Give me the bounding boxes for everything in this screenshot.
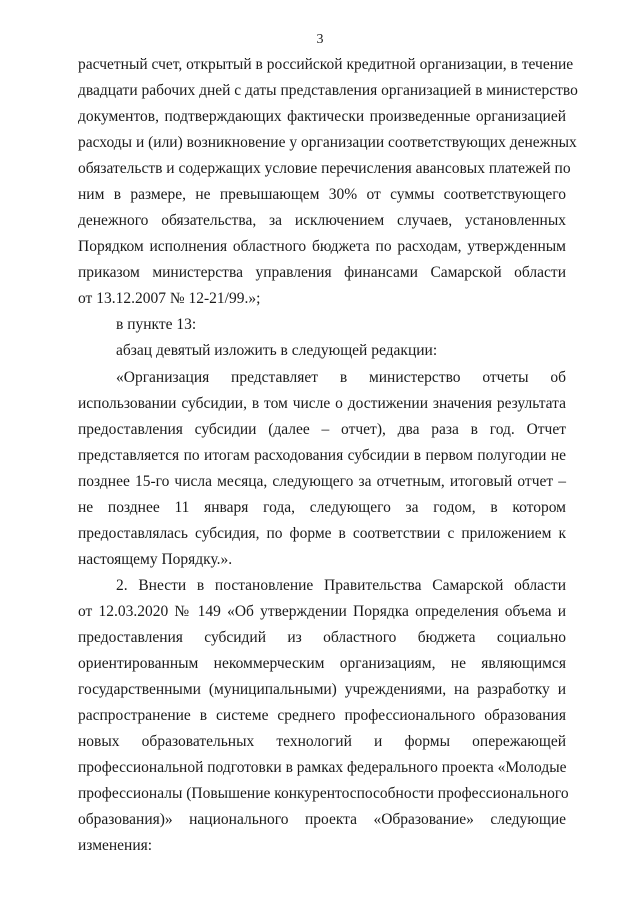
text-line: представляется по итогам расходования субсидии в первом полугодии не: [78, 447, 566, 464]
text-line: «Организация представляет в министерство отчеты об: [116, 369, 566, 386]
text-line: государственными (муниципальными) учреждениями, на разработку и: [78, 681, 566, 698]
text-line: не позднее 11 января года, следующего за годом, в котором: [78, 499, 566, 516]
text-line: позднее 15-го числа месяца, следующего за отчетным, итоговый отчет –: [78, 473, 566, 490]
page-number: 3: [316, 32, 324, 47]
text-line: профессионалы (Повышение конкурентоспособности профессионального: [78, 785, 569, 802]
text-line: профессиональной подготовки в рамках федерального проекта «Молодые: [78, 759, 567, 776]
text-line: изменения:: [78, 837, 153, 854]
text-line: двадцати рабочих дней с даты представления организацией в министерство: [78, 82, 578, 99]
text-line: предоставления субсидий из областного бюджета социально: [78, 629, 566, 646]
text-line: предоставления субсидии (далее – отчет), два раза в год. Отчет: [78, 421, 566, 438]
text-line: денежного обязательства, за исключением случаев, установленных: [78, 212, 566, 229]
text-line: предоставлялась субсидия, по форме в соответствии с приложением к: [78, 525, 566, 542]
text-line: ним в размере, не превышающем 30% от суммы соответствующего: [78, 186, 566, 203]
text-line: Порядком исполнения областного бюджета по расходам, утвержденным: [78, 238, 566, 255]
text-line: расходы и (или) возникновение у организации соответствующих денежных: [78, 134, 577, 151]
text-line: ориентированным некоммерческим организациям, не являющимся: [78, 655, 566, 672]
text-line: документов, подтверждающих фактически произведенные организацией: [78, 108, 566, 125]
text-line: абзац девятый изложить в следующей редакции:: [116, 342, 438, 359]
text-line: 2. Внести в постановление Правительства Самарской области: [116, 577, 566, 594]
text-line: обязательств и содержащих условие перечисления авансовых платежей по: [78, 160, 571, 177]
text-line: настоящему Порядку.».: [78, 551, 233, 568]
text-line: образования)» национального проекта «Образование» следующие: [78, 811, 566, 828]
text-line: использовании субсидии, в том числе о достижении значения результата: [78, 395, 566, 412]
text-line: новых образовательных технологий и формы опережающей: [78, 733, 566, 750]
text-line: от 13.12.2007 № 12-21/99.»;: [78, 290, 261, 307]
text-line: приказом министерства управления финансами Самарской области: [78, 264, 566, 281]
text-line: от 12.03.2020 № 149 «Об утверждении Порядка определения объема и: [78, 603, 566, 620]
text-line: распространение в системе среднего профессионального образования: [78, 707, 566, 724]
text-line: в пункте 13:: [116, 316, 197, 333]
text-line: расчетный счет, открытый в российской кредитной организации, в течение: [78, 56, 574, 73]
